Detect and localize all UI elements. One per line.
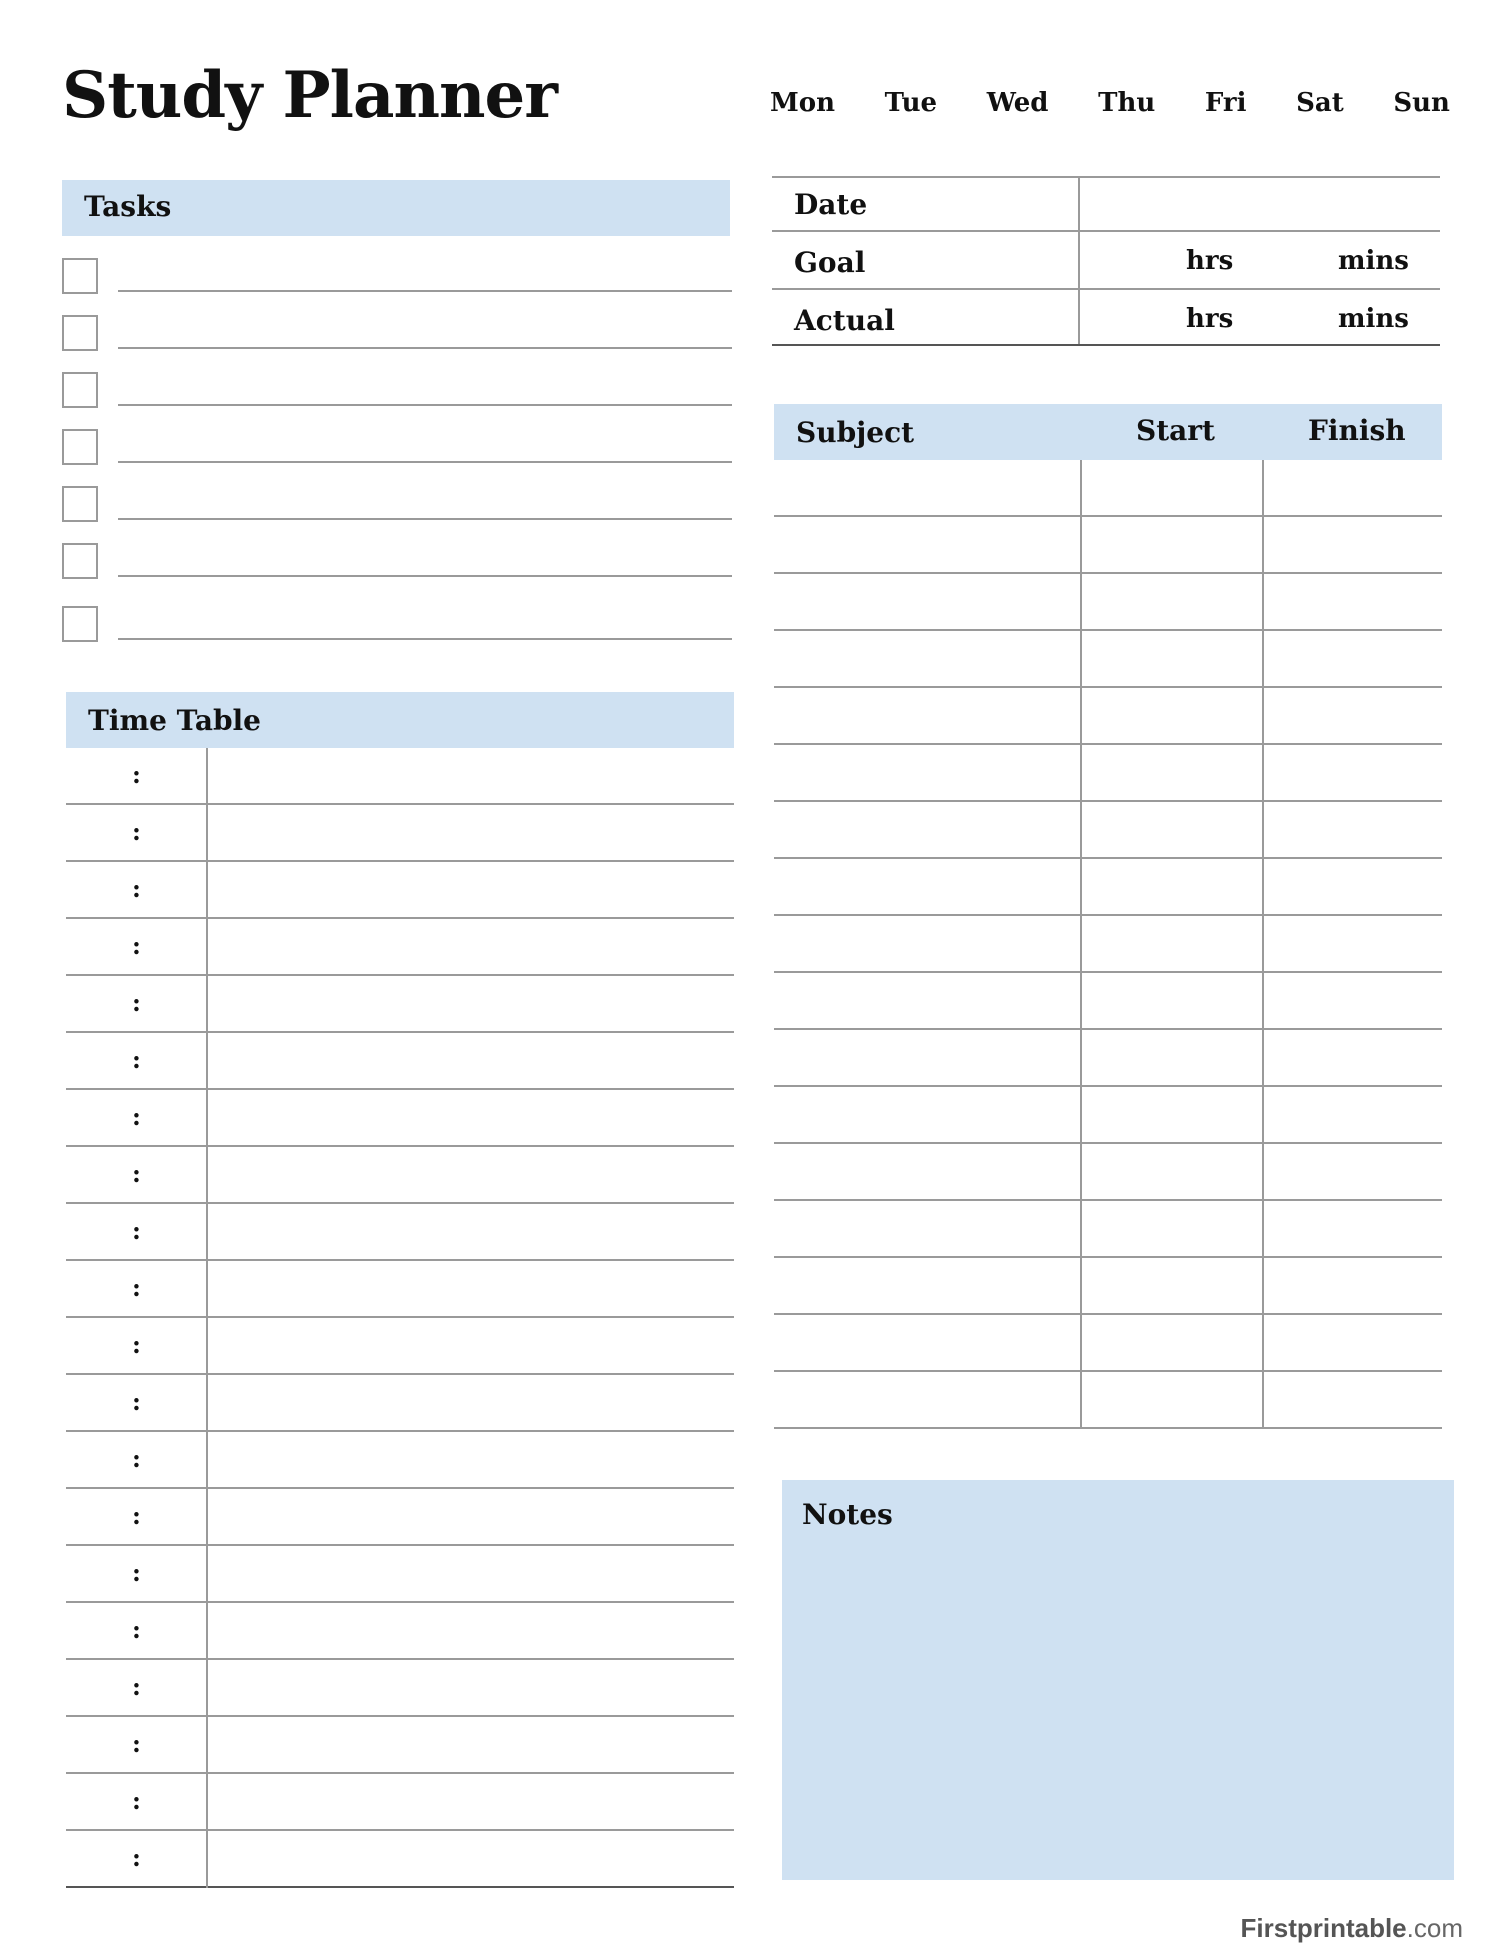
time-column-divider — [206, 748, 208, 1888]
timetable-row[interactable] — [66, 1717, 734, 1774]
actual-mins-unit: mins — [1338, 304, 1409, 334]
timetable-row[interactable] — [66, 976, 734, 1033]
task-line[interactable] — [118, 347, 732, 349]
start-finish-divider — [1262, 460, 1264, 1429]
subject-row[interactable] — [774, 517, 1442, 574]
time-separator: : — [132, 1045, 141, 1074]
subject-row[interactable] — [774, 631, 1442, 688]
actual-label: Actual — [794, 304, 895, 337]
start-col-label: Start — [1136, 414, 1215, 447]
row-rule — [66, 1886, 734, 1888]
time-separator: : — [132, 988, 141, 1017]
subject-row[interactable] — [774, 574, 1442, 631]
footer-brand — [1241, 1913, 1463, 1944]
timetable-row[interactable] — [66, 748, 734, 805]
time-separator: : — [132, 1216, 141, 1245]
task-line[interactable] — [118, 404, 732, 406]
timetable-row[interactable] — [66, 1147, 734, 1204]
date-label: Date — [794, 188, 868, 221]
day-wed[interactable]: Wed — [986, 88, 1049, 118]
subject-row[interactable] — [774, 1030, 1442, 1087]
task-checkbox[interactable] — [62, 258, 98, 294]
timetable-row[interactable] — [66, 805, 734, 862]
timetable-row[interactable] — [66, 862, 734, 919]
timetable-row[interactable] — [66, 1318, 734, 1375]
subject-row[interactable] — [774, 1201, 1442, 1258]
task-checkbox[interactable] — [62, 543, 98, 579]
time-separator: : — [132, 1786, 141, 1815]
day-sun[interactable]: Sun — [1393, 88, 1450, 118]
time-separator: : — [132, 931, 141, 960]
timetable-row[interactable] — [66, 1660, 734, 1717]
brand-suffix: .com — [1406, 1913, 1463, 1943]
timetable-row[interactable] — [66, 1090, 734, 1147]
row-rule — [774, 1427, 1442, 1429]
day-mon[interactable]: Mon — [770, 88, 836, 118]
timetable-row[interactable] — [66, 1432, 734, 1489]
tasks-label: Tasks — [84, 190, 172, 223]
task-checkbox[interactable] — [62, 315, 98, 351]
goal-hrs-unit: hrs — [1186, 246, 1234, 276]
timetable-row[interactable] — [66, 1033, 734, 1090]
time-separator: : — [132, 1159, 141, 1188]
subject-row[interactable] — [774, 802, 1442, 859]
task-line[interactable] — [118, 290, 732, 292]
actual-hrs-unit: hrs — [1186, 304, 1234, 334]
time-separator: : — [132, 1729, 141, 1758]
time-separator: : — [132, 1273, 141, 1302]
time-separator: : — [132, 817, 141, 846]
subject-header — [774, 404, 1442, 460]
timetable-row[interactable] — [66, 1546, 734, 1603]
timetable-row[interactable] — [66, 1375, 734, 1432]
subject-row[interactable] — [774, 1258, 1442, 1315]
date-field[interactable] — [1082, 178, 1438, 228]
timetable-row[interactable] — [66, 1261, 734, 1318]
timetable-row[interactable] — [66, 919, 734, 976]
notes-box[interactable] — [782, 1480, 1454, 1880]
finish-col-label: Finish — [1308, 414, 1406, 447]
subject-row[interactable] — [774, 745, 1442, 802]
subject-row[interactable] — [774, 973, 1442, 1030]
time-separator: : — [132, 1501, 141, 1530]
timetable-row[interactable] — [66, 1774, 734, 1831]
subject-row[interactable] — [774, 1144, 1442, 1201]
subject-row[interactable] — [774, 916, 1442, 973]
task-checkbox[interactable] — [62, 606, 98, 642]
time-separator: : — [132, 1672, 141, 1701]
subject-row[interactable] — [774, 859, 1442, 916]
goal-label: Goal — [794, 246, 866, 279]
subject-col-label: Subject — [796, 416, 915, 449]
subject-row[interactable] — [774, 1315, 1442, 1372]
time-separator: : — [132, 1615, 141, 1644]
page-title: Study Planner — [62, 58, 557, 133]
task-checkbox[interactable] — [62, 372, 98, 408]
day-thu[interactable]: Thu — [1098, 88, 1156, 118]
task-line[interactable] — [118, 638, 732, 640]
time-separator: : — [132, 1330, 141, 1359]
time-separator: : — [132, 874, 141, 903]
timetable-row[interactable] — [66, 1489, 734, 1546]
time-separator: : — [132, 1558, 141, 1587]
task-checkbox[interactable] — [62, 486, 98, 522]
task-line[interactable] — [118, 461, 732, 463]
timetable-row[interactable] — [66, 1603, 734, 1660]
timetable-label: Time Table — [88, 704, 261, 737]
subject-row[interactable] — [774, 688, 1442, 745]
task-checkbox[interactable] — [62, 429, 98, 465]
task-line[interactable] — [118, 518, 732, 520]
goal-mins-unit: mins — [1338, 246, 1409, 276]
weekday-row — [770, 88, 1450, 118]
time-separator: : — [132, 1444, 141, 1473]
time-separator: : — [132, 1843, 141, 1872]
timetable-row[interactable] — [66, 1831, 734, 1888]
notes-label: Notes — [802, 1498, 893, 1531]
subject-row[interactable] — [774, 1087, 1442, 1144]
time-separator: : — [132, 1387, 141, 1416]
day-tue[interactable]: Tue — [884, 88, 938, 118]
timetable-row[interactable] — [66, 1204, 734, 1261]
task-line[interactable] — [118, 575, 732, 577]
timetable-header — [66, 692, 734, 748]
subject-start-divider — [1080, 460, 1082, 1429]
tasks-header — [62, 180, 730, 236]
brand-name: Firstprintable — [1240, 1913, 1407, 1943]
day-sat[interactable]: Sat — [1296, 88, 1344, 118]
time-separator: : — [132, 1102, 141, 1131]
subject-row[interactable] — [774, 460, 1442, 517]
subject-row[interactable] — [774, 1372, 1442, 1429]
day-fri[interactable]: Fri — [1204, 88, 1247, 118]
time-separator: : — [132, 760, 141, 789]
